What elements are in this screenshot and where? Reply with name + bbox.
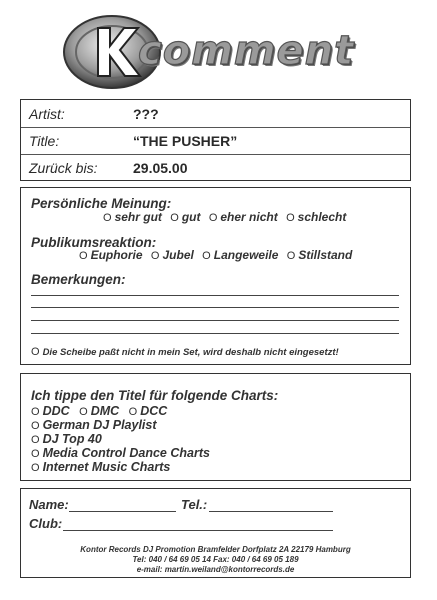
radio-circle-icon: O bbox=[79, 406, 88, 418]
chart-option-dmc[interactable]: O DMC bbox=[79, 404, 120, 418]
meinung-options bbox=[103, 210, 346, 224]
release-info-box bbox=[20, 99, 411, 181]
footer-email: e-mail: martin.weiland@kontorrecords.de bbox=[136, 565, 295, 574]
meinung-option-sehr-gut[interactable]: O sehr gut bbox=[103, 210, 162, 224]
publikum-option-euphorie[interactable]: O Euphorie bbox=[79, 248, 143, 262]
footer-phone: Tel: 040 / 64 69 05 14 Fax: 040 / 64 69 05 189 bbox=[132, 555, 299, 564]
radio-circle-icon: O bbox=[31, 448, 40, 460]
radio-circle-icon: O bbox=[128, 406, 138, 418]
charts-heading: Ich tippe den Titel für folgende Charts: bbox=[31, 388, 279, 403]
chart-option-ddc[interactable]: O DDC bbox=[31, 404, 70, 418]
publikum-heading: Publikumsreaktion: bbox=[31, 235, 157, 250]
radio-circle-icon: O bbox=[31, 420, 40, 432]
chart-option-media-control[interactable]: O Media Control Dance Charts bbox=[31, 446, 210, 460]
tel-label: Tel.: bbox=[181, 497, 208, 512]
name-label: Name: bbox=[29, 497, 69, 512]
radio-circle-icon: O bbox=[286, 212, 295, 224]
radio-circle-icon: O bbox=[286, 250, 296, 262]
bemerkungen-line[interactable] bbox=[31, 307, 399, 308]
artist-value: ??? bbox=[133, 106, 159, 122]
contact-box bbox=[20, 488, 411, 578]
return-date-label: Zurück bis: bbox=[29, 160, 98, 176]
meinung-option-gut[interactable]: O gut bbox=[170, 210, 201, 224]
chart-option-german-dj-playlist[interactable]: O German DJ Playlist bbox=[31, 418, 157, 432]
radio-circle-icon: O bbox=[170, 212, 179, 224]
radio-circle-icon: O bbox=[150, 250, 160, 262]
chart-option-dcc[interactable]: O DCC bbox=[128, 404, 168, 418]
title-value: “THE PUSHER” bbox=[133, 133, 238, 149]
radio-circle-icon: O bbox=[31, 406, 40, 418]
title-label: Title: bbox=[29, 133, 60, 149]
bemerkungen-line[interactable] bbox=[31, 333, 399, 334]
bemerkungen-heading: Bemerkungen: bbox=[31, 272, 126, 287]
radio-circle-icon: O bbox=[103, 212, 112, 224]
radio-circle-icon: O bbox=[79, 250, 88, 262]
feedback-box bbox=[20, 187, 411, 365]
charts-box bbox=[20, 373, 411, 481]
radio-circle-icon: O bbox=[31, 346, 40, 358]
meinung-heading: Persönliche Meinung: bbox=[31, 196, 172, 211]
kontor-comment-logo bbox=[60, 8, 380, 92]
radio-circle-icon: O bbox=[31, 434, 40, 446]
publikum-option-langeweile[interactable]: O Langeweile bbox=[202, 248, 279, 262]
meinung-option-eher-nicht[interactable]: O eher nicht bbox=[208, 210, 278, 224]
return-date-value: 29.05.00 bbox=[133, 160, 188, 176]
name-field[interactable] bbox=[69, 511, 176, 512]
publikum-option-stillstand[interactable]: O Stillstand bbox=[286, 248, 353, 262]
charts-row-ddc-dmc-dcc bbox=[31, 404, 167, 418]
radio-circle-icon: O bbox=[31, 462, 40, 474]
bemerkungen-line[interactable] bbox=[31, 320, 399, 321]
artist-label: Artist: bbox=[29, 106, 65, 122]
title-row bbox=[21, 127, 410, 155]
return-date-row bbox=[21, 154, 410, 181]
tel-field[interactable] bbox=[209, 511, 333, 512]
not-in-set-checkbox[interactable] bbox=[31, 346, 339, 358]
club-field[interactable] bbox=[63, 530, 333, 531]
not-in-set-label: Die Scheibe paßt nicht in mein Set, wird deshalb nicht eingesetzt! bbox=[42, 347, 339, 358]
publikum-option-jubel[interactable]: O Jubel bbox=[150, 248, 194, 262]
logo-wordmark: comment bbox=[138, 28, 355, 74]
publikum-options bbox=[79, 248, 352, 262]
radio-circle-icon: O bbox=[208, 212, 218, 224]
chart-option-dj-top-40[interactable]: O DJ Top 40 bbox=[31, 432, 102, 446]
chart-option-internet-music[interactable]: O Internet Music Charts bbox=[31, 460, 171, 474]
artist-row bbox=[21, 100, 410, 128]
meinung-option-schlecht[interactable]: O schlecht bbox=[286, 210, 347, 224]
footer-address: Kontor Records DJ Promotion Bramfelder Dorfplatz 2A 22179 Hamburg bbox=[80, 545, 351, 554]
radio-circle-icon: O bbox=[202, 250, 211, 262]
bemerkungen-line[interactable] bbox=[31, 295, 399, 296]
club-label: Club: bbox=[29, 516, 63, 531]
